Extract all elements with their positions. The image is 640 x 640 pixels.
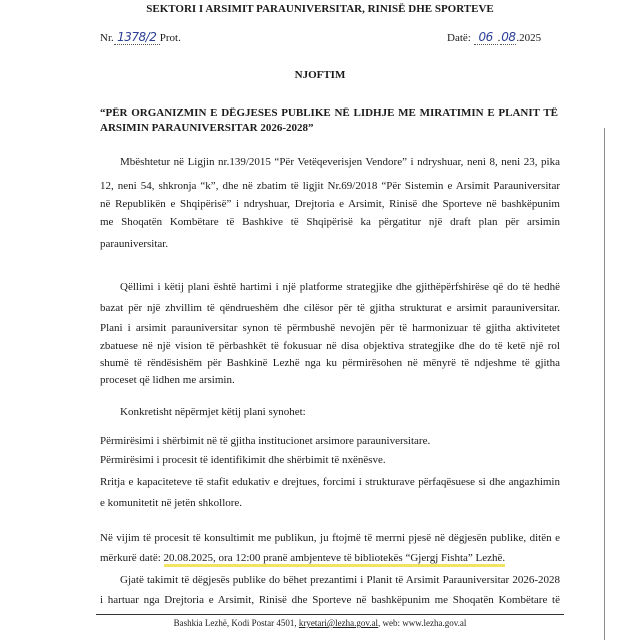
protocol-prot-label: Prot. xyxy=(159,32,181,44)
protocol-nr-handwritten: 1378/2 xyxy=(117,30,157,44)
title-line: ARSIMIN PARAUNIVERSITAR 2026-2028” xyxy=(100,122,314,134)
date-label: Datë: xyxy=(447,32,471,44)
paragraph-line: proceset që lidhen me arsimin. xyxy=(100,374,235,386)
date-day-blank xyxy=(474,31,498,45)
notice-heading: NJOFTIM xyxy=(294,69,346,81)
objective-item: e komunitetit në jetën shkollore. xyxy=(100,497,243,509)
footer-web-label: , web: xyxy=(378,618,403,628)
invitation-day-text: mërkurë datë: xyxy=(100,552,164,564)
date-month-handwritten: 08 xyxy=(501,30,516,44)
paragraph-line: bazat për një zhvillim të qëndrueshëm dhe cilësor për të gjitha strukturat e arsimit parauniversitar. xyxy=(100,302,560,314)
paragraph-line: zbatuese në një vision të përbashkët të fokusuar në disa objektiva strategjike dhe do të ketë një rol xyxy=(100,340,560,352)
objective-item: Përmirësimi i shërbimit në të gjitha institucionet arsimore parauniversitare. xyxy=(100,435,431,447)
paragraph-line: shumë të rëndësishëm për Bashkinë Lezhë nga ku përmirësohen në mënyrë të ndjeshme të gjitha xyxy=(100,357,560,369)
highlighted-event-details: 20.08.2025, ora 12:00 pranë ambjenteve të bibliotekës “Gjergj Fishta” Lezhë. xyxy=(164,552,506,567)
paragraph-line xyxy=(100,552,560,565)
title-line: “PËR ORGANIZMIN E DËGJESES PUBLIKE NË LIDHJE ME MIRATIMIN E PLANIT TË xyxy=(100,107,558,119)
paragraph-line: Gjatë takimit të dëgjesës publike do bëhet prezantimi i Planit të Arsimit Parauniversitar 2026-2028 xyxy=(120,574,560,586)
paragraph-line: Plani i arsimit parauniversitar synon të përmbushë nevojën për të harmonizuar të gjitha aktivitetet xyxy=(100,322,560,334)
protocol-number xyxy=(100,31,181,45)
paragraph-line: i hartuar nga Drejtoria e Arsimit, Rinisë dhe Sporteve në bashkëpunim me Shoqatën Kombëtare të xyxy=(100,594,560,606)
protocol-nr-label: Nr. xyxy=(100,32,114,44)
footer-divider xyxy=(96,614,564,615)
date-month-blank xyxy=(497,30,516,45)
objectives-intro: Konkretisht nëpërmjet këtij plani synohet: xyxy=(120,406,306,418)
objective-item: Rritja e kapaciteteve të stafit edukativ e drejtues, forcimi i strukturave përfaqësuese si dhe angazhimin xyxy=(100,476,560,488)
date-year: .2025 xyxy=(516,32,542,44)
paragraph-line: Qëllimi i këtij plani është hartimi i një platforme strategjike dhe gjithëpërfshirëse që do të hedhë xyxy=(120,281,560,293)
scan-edge-line xyxy=(604,128,605,640)
footer-address: Bashkia Lezhë, Kodi Postar 4501, xyxy=(173,618,299,628)
paragraph-line: Në vijim të procesit të konsultimit me publikun, ju ftojmë të merrni pjesë në dëgjesën publike, ditën e xyxy=(100,532,560,544)
footer-contact xyxy=(0,618,640,629)
footer-email: kryetari@lezha.gov.al xyxy=(298,618,379,628)
footer-web: www.lezha.gov.al xyxy=(402,618,467,628)
paragraph-line: Mbështetur në Ligjin nr.139/2015 “Për Vetëqeverisjen Vendore” i ndryshuar, neni 8, neni 23, pika xyxy=(120,156,560,168)
objective-item: Përmirësimi i procesit të identifikimit dhe shërbimit të nxënësve. xyxy=(100,454,386,466)
document-date xyxy=(447,31,541,45)
paragraph-line: me Shoqatën Kombëtare të Bashkive të Shqipërisë ka përgatitur një draft plan për arsimin xyxy=(100,216,560,228)
date-separator: . xyxy=(497,32,501,44)
department-header: SEKTORI I ARSIMIT PARAUNIVERSITAR, RINISË DHE SPORTEVE xyxy=(146,3,494,15)
paragraph-line: parauniversitar. xyxy=(100,238,169,250)
protocol-nr-blank xyxy=(114,31,160,45)
paragraph-line: 12, neni 54, shkronja “k”, dhe në zbatim të ligjit Nr.69/2018 “Për Sistemin e Arsimit Parauniversitar xyxy=(100,180,560,192)
paragraph-line: në Republikën e Shqipërisë” i ndryshuar, Drejtoria e Arsimit, Rinisë dhe Sporteve në bashkëpunim xyxy=(100,198,560,210)
date-day-handwritten: 06 xyxy=(478,30,493,44)
